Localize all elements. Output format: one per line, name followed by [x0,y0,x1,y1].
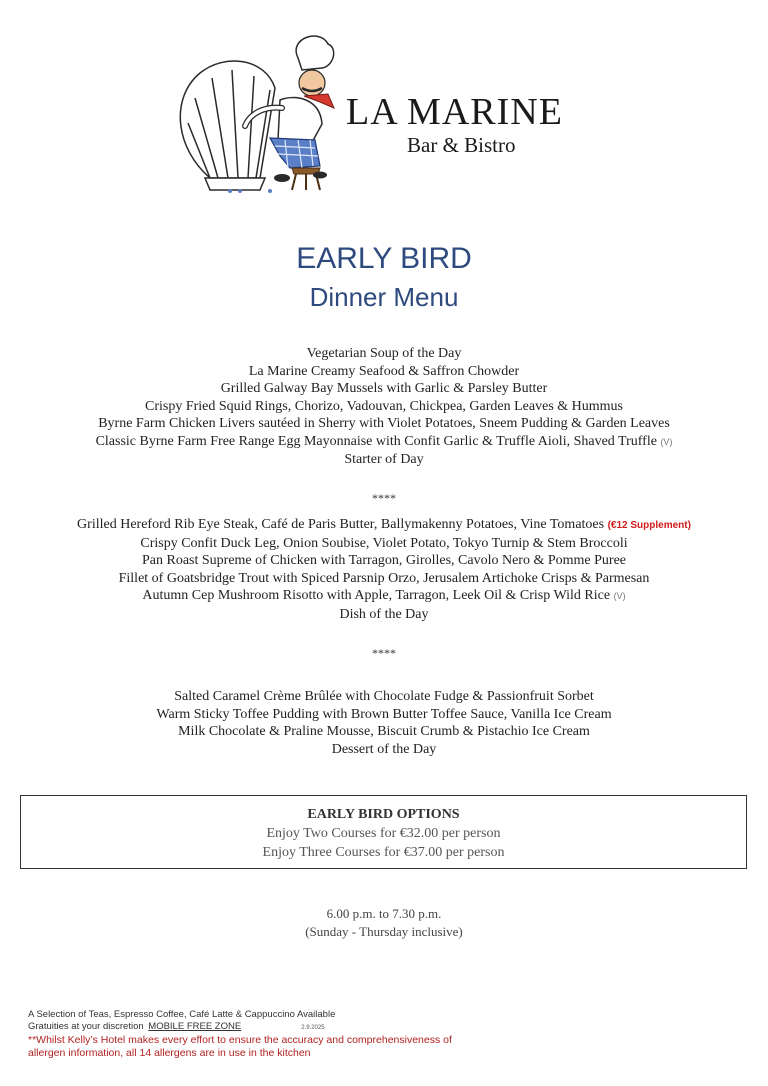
mains-section [0,516,768,623]
menu-item: Salted Caramel Crème Brûlée with Chocolate Fudge & Passionfruit Sorbet [174,689,594,704]
menu-item: Byrne Farm Chicken Livers sautéed in Sherry with Violet Potatoes, Sneem Pudding & Garden Leaves [98,416,670,431]
menu-item: Pan Roast Supreme of Chicken with Tarragon, Girolles, Cavolo Nero & Pomme Puree [141,553,626,568]
brand-block [346,92,606,158]
service-hours [0,905,768,941]
menu-item: Classic Byrne Farm Free Range Egg Mayonnaise with Confit Garlic & Truffle Aioli, Shaved Truffle (V) [95,433,673,449]
menu-subtitle: Dinner Menu [309,282,459,312]
beverages-note: A Selection of Teas, Espresso Coffee, Café Latte & Cappuccino Available [28,1009,336,1020]
separator: **** [372,491,396,505]
starters-section [0,345,768,469]
menu-item: Dessert of the Day [331,741,437,757]
gratuities-note: Gratuities at your discretion [28,1021,144,1032]
mobile-free-zone: MOBILE FREE ZONE [148,1021,242,1032]
menu-item: Milk Chocolate & Praline Mousse, Biscuit Crumb & Pistachio Ice Cream [178,724,590,739]
footer [28,1009,748,1060]
chef-logo-illustration [170,28,340,193]
two-courses-price: Enjoy Two Courses for €32.00 per person [266,826,501,841]
menu-item: La Marine Creamy Seafood & Saffron Chowder [248,363,520,379]
menu-item: Grilled Hereford Rib Eye Steak, Café de Paris Butter, Ballymakenny Potatoes, Vine Tomatoes (€12 Supplement) [77,517,691,532]
vegetarian-tag: (V) [613,591,626,601]
brand-subtitle: Bar & Bistro [407,133,516,157]
options-title: EARLY BIRD OPTIONS [307,807,460,822]
vegetarian-tag: (V) [660,436,673,447]
menu-item: Starter of Day [344,452,424,467]
menu-item: Vegetarian Soup of the Day [306,346,462,361]
supplement-note: (€12 Supplement) [607,520,691,531]
desserts-section [0,688,768,758]
menu-item: Crispy Fried Squid Rings, Chorizo, Vadouvan, Chickpea, Garden Leaves & Hummus [144,398,624,414]
hours-days: (Sunday - Thursday inclusive) [305,924,463,939]
allergen-note: allergen information, all 14 allergens are in use in the kitchen [28,1047,311,1059]
menu-item: Warm Sticky Toffee Pudding with Brown Butter Toffee Sauce, Vanilla Ice Cream [156,706,612,722]
menu-item: Autumn Cep Mushroom Risotto with Apple, Tarragon, Leek Oil & Crisp Wild Rice (V) [142,588,626,603]
menu-date: 2.9.2025 [301,1025,325,1031]
menu-item: Dish of the Day [339,606,429,622]
three-courses-price: Enjoy Three Courses for €37.00 per person [262,845,505,860]
allergen-note: **Whilst Kelly’s Hotel makes every effort to ensure the accuracy and comprehensiveness of [28,1034,452,1046]
early-bird-options-box [20,795,747,869]
menu-item: Grilled Galway Bay Mussels with Garlic & Parsley Butter [220,381,548,396]
menu-item: Fillet of Goatsbridge Trout with Spiced Parsnip Orzo, Jerusalem Artichoke Crisps & Parmesan [118,570,650,586]
separator: **** [372,646,396,660]
gratuities-line [28,1021,748,1034]
menu-title: EARLY BIRD [296,242,472,275]
brand-name: LA MARINE [346,91,563,133]
hours-time: 6.00 p.m. to 7.30 p.m. [326,906,442,921]
menu-item: Crispy Confit Duck Leg, Onion Soubise, Violet Potato, Tokyo Turnip & Stem Broccoli [140,535,628,551]
